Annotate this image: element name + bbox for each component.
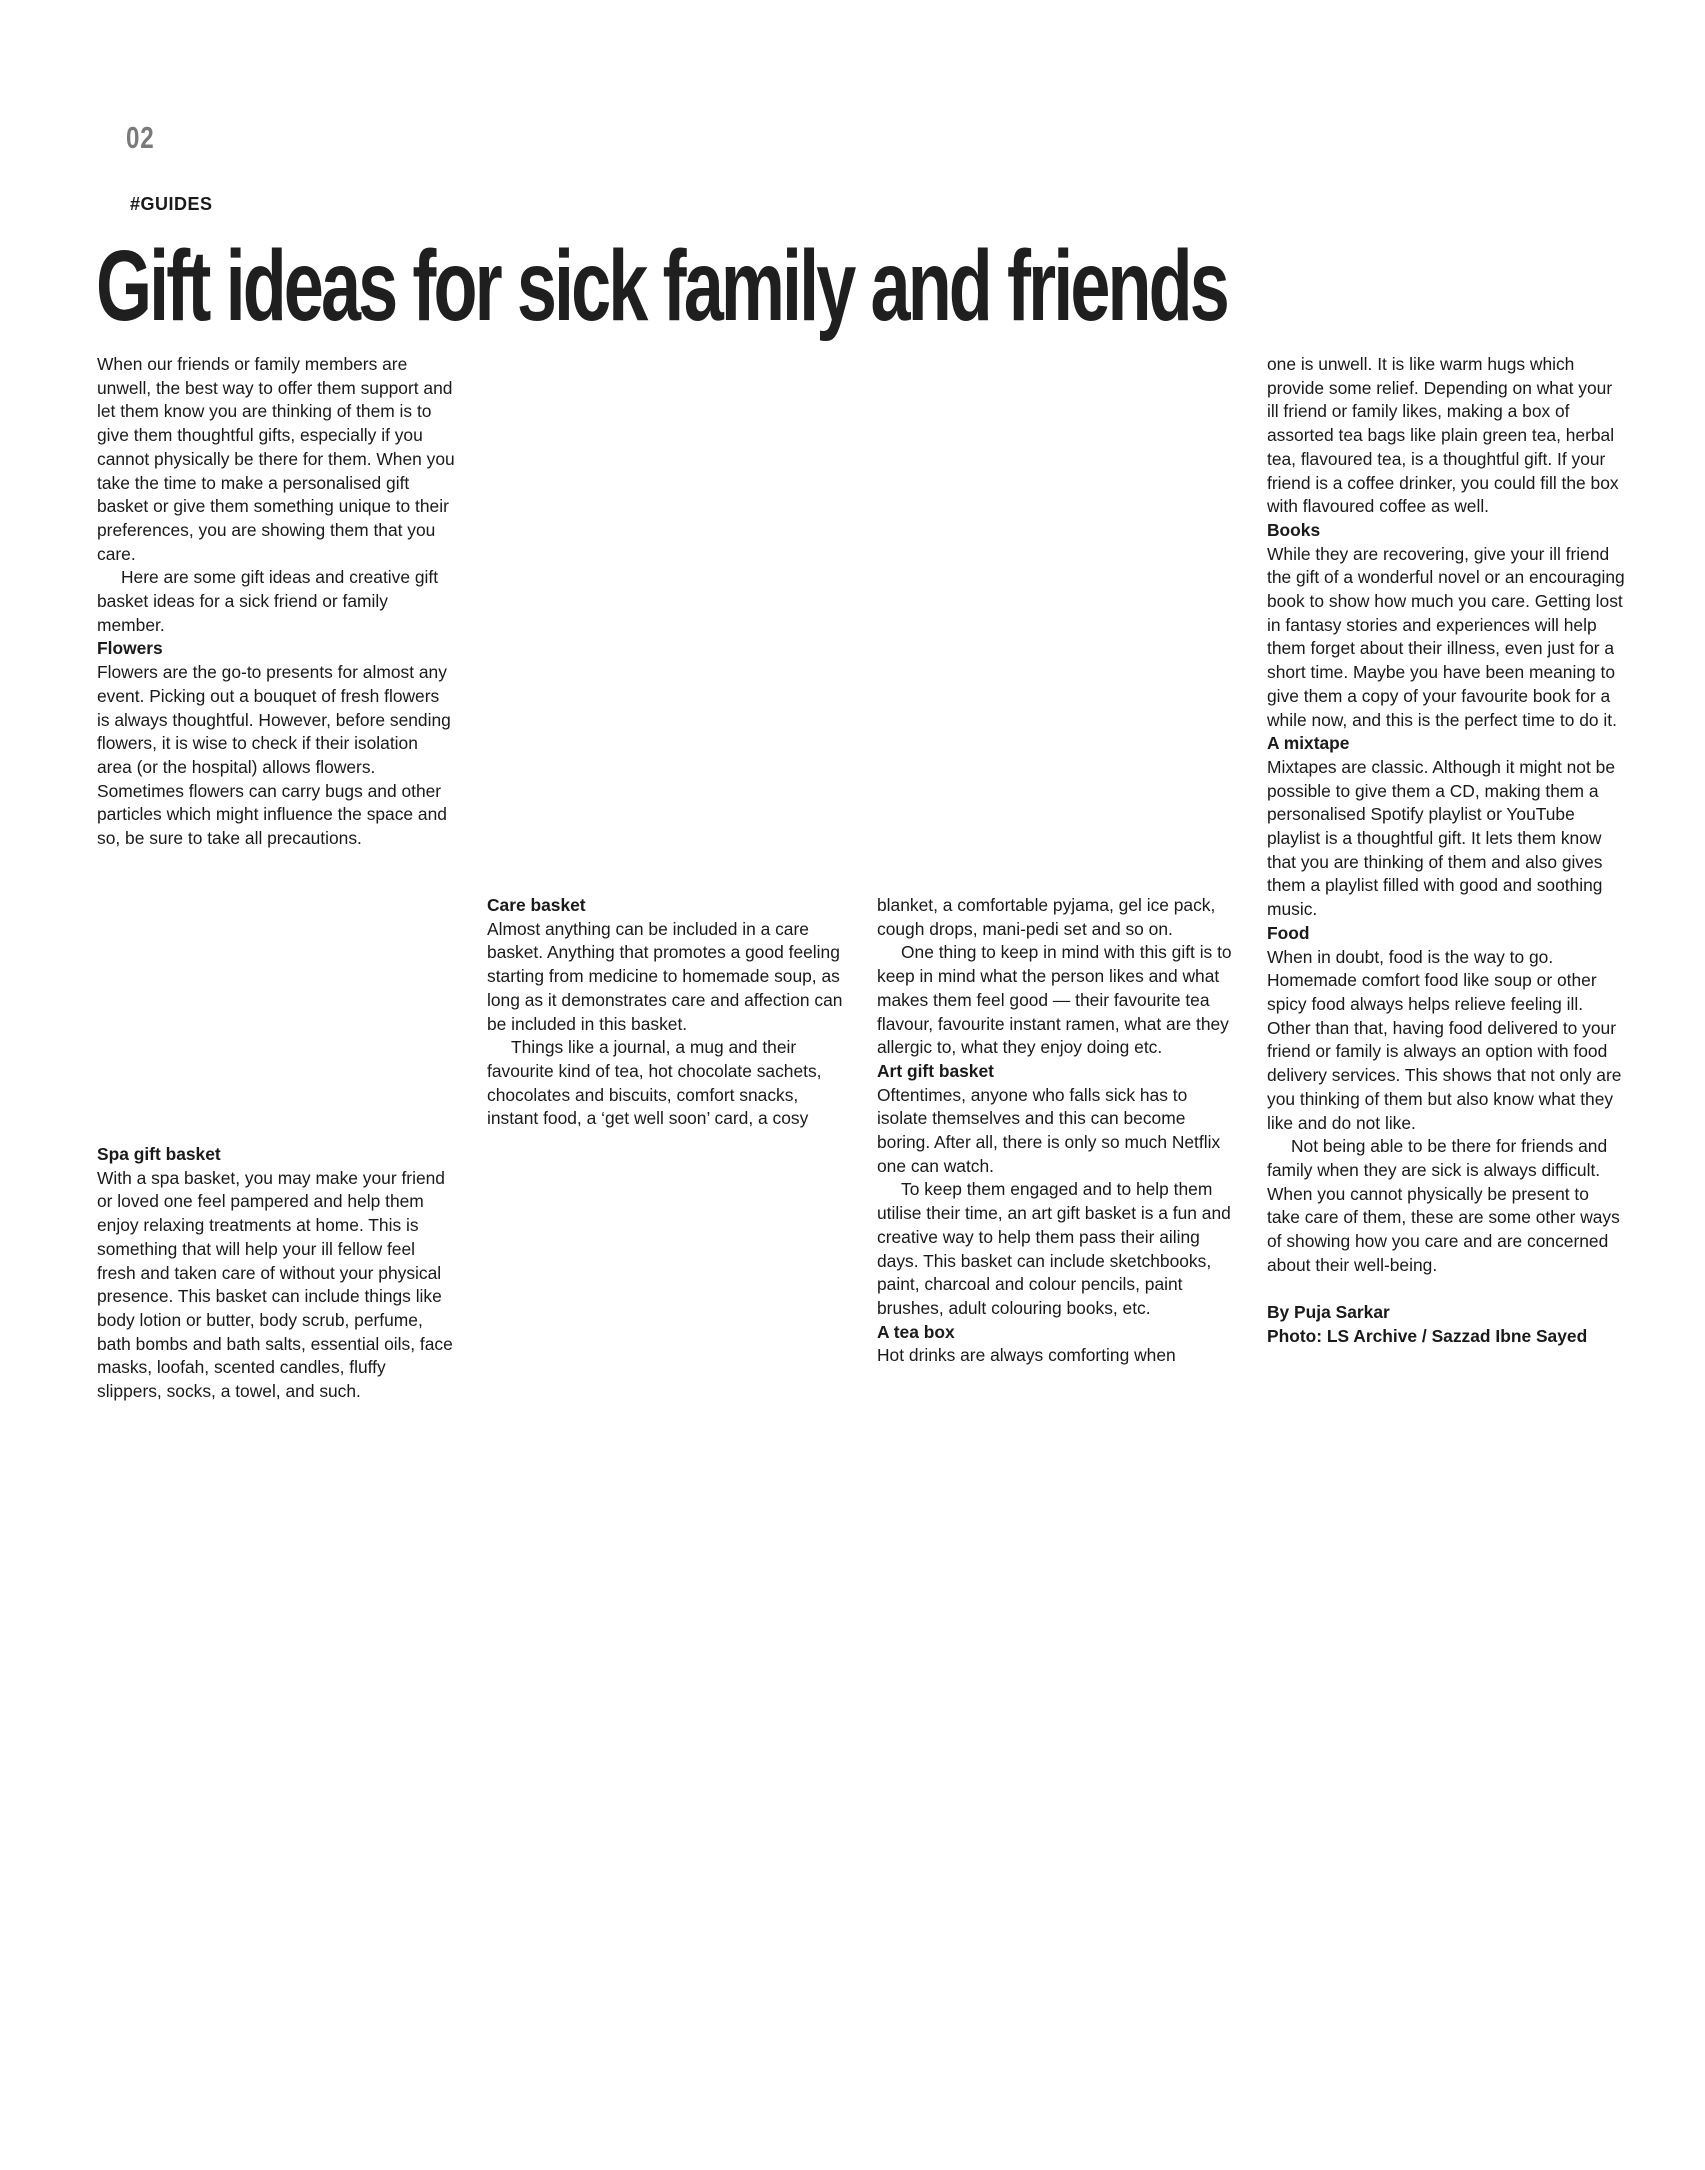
mixtape-paragraph: Mixtapes are classic. Although it might not be possible to give them a CD, making them a personalised Spotify playlist or YouTube playlist is a thoughtful gift. It lets them know that you are thinking of them and also gives them a playlist filled with good and soothing music. — [1267, 756, 1615, 920]
column-2 — [487, 894, 845, 1131]
flowers-heading: Flowers — [97, 638, 163, 659]
care-continued: blanket, a comfortable pyjama, gel ice pack, cough drops, mani-pedi set and so on. — [877, 895, 1216, 939]
books-heading: Books — [1267, 519, 1321, 540]
tea-paragraph: Hot drinks are always comforting when — [877, 1345, 1176, 1366]
photo-credit: Photo: LS Archive / Sazzad Ibne Sayed — [1267, 1325, 1588, 1346]
spa-heading: Spa gift basket — [97, 1144, 221, 1164]
column-3 — [877, 894, 1235, 1368]
intro-paragraph-2: Here are some gift ideas and creative gift basket ideas for a sick friend or family member. — [97, 567, 439, 635]
column-4 — [1267, 353, 1625, 1349]
page-number: 02 — [126, 120, 155, 155]
art-heading: Art gift basket — [877, 1060, 994, 1081]
tea-continued: one is unwell. It is like warm hugs which provide some relief. Depending on what your ill friend or family likes, making a box of assorted tea bags like plain green tea, herbal tea, flavoured tea, is a thoughtful gift. If your friend is a coffee drinker, you could fill the box with flavoured coffee as well. — [1267, 354, 1619, 517]
care-paragraph: Almost anything can be included in a care basket. Anything that promotes a good feeling starting from medicine to homemade soup, as long as it demonstrates care and affection can be included in this basket. — [487, 918, 843, 1034]
byline: By Puja Sarkar — [1267, 1302, 1390, 1323]
headline: Gift ideas for sick family and friends — [96, 230, 1227, 342]
flowers-paragraph: Flowers are the go-to presents for almost any event. Picking out a bouquet of fresh flowers is always thoughtful. However, before sending flowers, it is wise to check if their isolation area (or the hospital) allows flowers. Sometimes flowers can carry bugs and other particles which might influence the space and so, be sure to take all precautions. — [97, 662, 451, 849]
food-paragraph: When in doubt, food is the way to go. Homemade comfort food like soup or other spicy food always helps relieve feeling ill. Other than that, having food delivered to your friend or family is always an option with food delivery services. This shows that not only are you thinking of them but also know what they like and do not like. — [1267, 946, 1622, 1133]
column-1 — [97, 353, 455, 851]
mixtape-heading: A mixtape — [1267, 733, 1350, 754]
care-paragraph-2: Things like a journal, a mug and their favourite kind of tea, hot chocolate sachets, chocolates and biscuits, comfort snacks, instant food, a ‘get well soon’ card, a cosy — [487, 1037, 822, 1129]
spa-paragraph: With a spa basket, you may make your friend or loved one feel pampered and help them enjoy relaxing treatments at home. This is something that will help your ill fellow feel fresh and taken care of without your physical presence. This basket can include things like body lotion or butter, body scrub, perfume, bath bombs and bath salts, essential oils, face masks, loofah, scented candles, fluffy slippers, socks, a towel, and such. — [97, 1167, 453, 1402]
food-heading: Food — [1267, 922, 1310, 943]
care-heading: Care basket — [487, 895, 586, 915]
intro-paragraph: When our friends or family members are unwell, the best way to offer them support and let them know you are thinking of them is to give them thoughtful gifts, especially if you cannot physically be there for them. When you take the time to make a personalised gift basket or give them something unique to their preferences, you are showing them that you care. — [97, 354, 455, 564]
art-paragraph: Oftentimes, anyone who falls sick has to isolate themselves and this can become boring. After all, there is only so much Netflix one can watch. — [877, 1084, 1221, 1176]
art-paragraph-2: To keep them engaged and to help them utilise their time, an art gift basket is a fun and creative way to help them pass their ailing days. This basket can include sketchbooks, paint, charcoal and colour pencils, paint brushes, adult colouring books, etc. — [877, 1179, 1231, 1318]
care-continued-2: One thing to keep in mind with this gift is to keep in mind what the person likes and what makes them feel good — their favourite tea flavour, favourite instant ramen, what are they allergic to, what they enjoy doing etc. — [877, 942, 1232, 1058]
section-tag: #GUIDES — [130, 194, 213, 214]
books-paragraph: While they are recovering, give your ill friend the gift of a wonderful novel or an encouraging book to show how much you care. Getting lost in fantasy stories and experiences will help them forget about their illness, even just for a short time. Maybe you have been meaning to give them a copy of your favourite book for a while now, and this is the perfect time to do it. — [1267, 543, 1625, 730]
tea-heading: A tea box — [877, 1321, 955, 1342]
column-1-lower — [97, 1143, 455, 1404]
closing-paragraph: Not being able to be there for friends and family when they are sick is always difficult. When you cannot physically be present to take care of them, these are some other ways of showing how you care and are concerned about their well-being. — [1267, 1136, 1620, 1275]
